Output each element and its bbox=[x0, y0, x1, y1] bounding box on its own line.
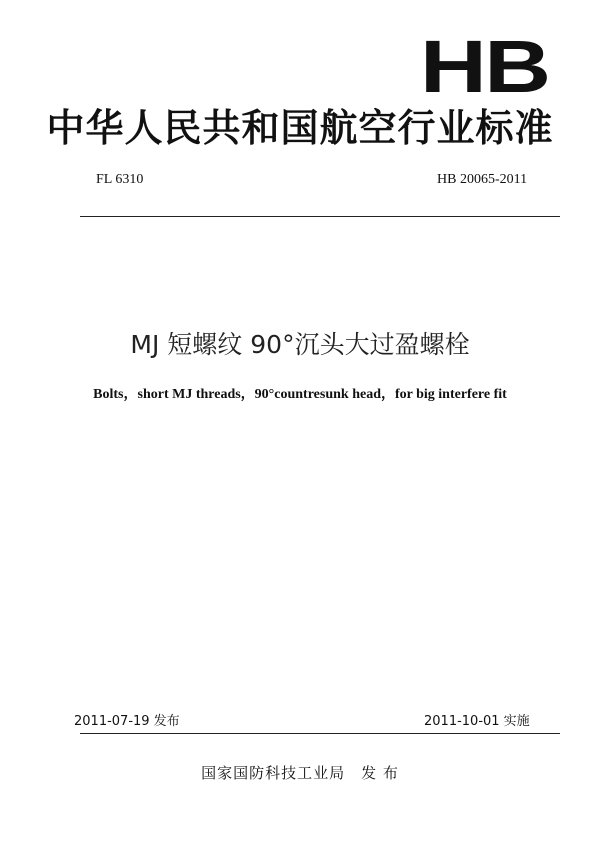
effective-date: 2011-10-01 实施 bbox=[424, 714, 530, 729]
issue-date: 2011-07-19 发布 bbox=[74, 714, 180, 729]
standard-category-title: 中华人民共和国航空行业标准 bbox=[46, 106, 554, 150]
document-title-cn: MJ 短螺纹 90°沉头大过盈螺栓 bbox=[130, 330, 470, 359]
header-divider bbox=[80, 216, 560, 217]
footer-divider bbox=[80, 733, 560, 734]
document-title-en: Bolts，short MJ threads，90°countresunk head，for big interfere fit bbox=[93, 387, 507, 402]
publisher: 国家国防科技工业局 发 布 bbox=[201, 764, 399, 782]
classification-code: FL 6310 bbox=[96, 172, 144, 187]
standard-number: HB 20065-2011 bbox=[437, 172, 528, 187]
hb-logo: HB bbox=[420, 25, 549, 108]
